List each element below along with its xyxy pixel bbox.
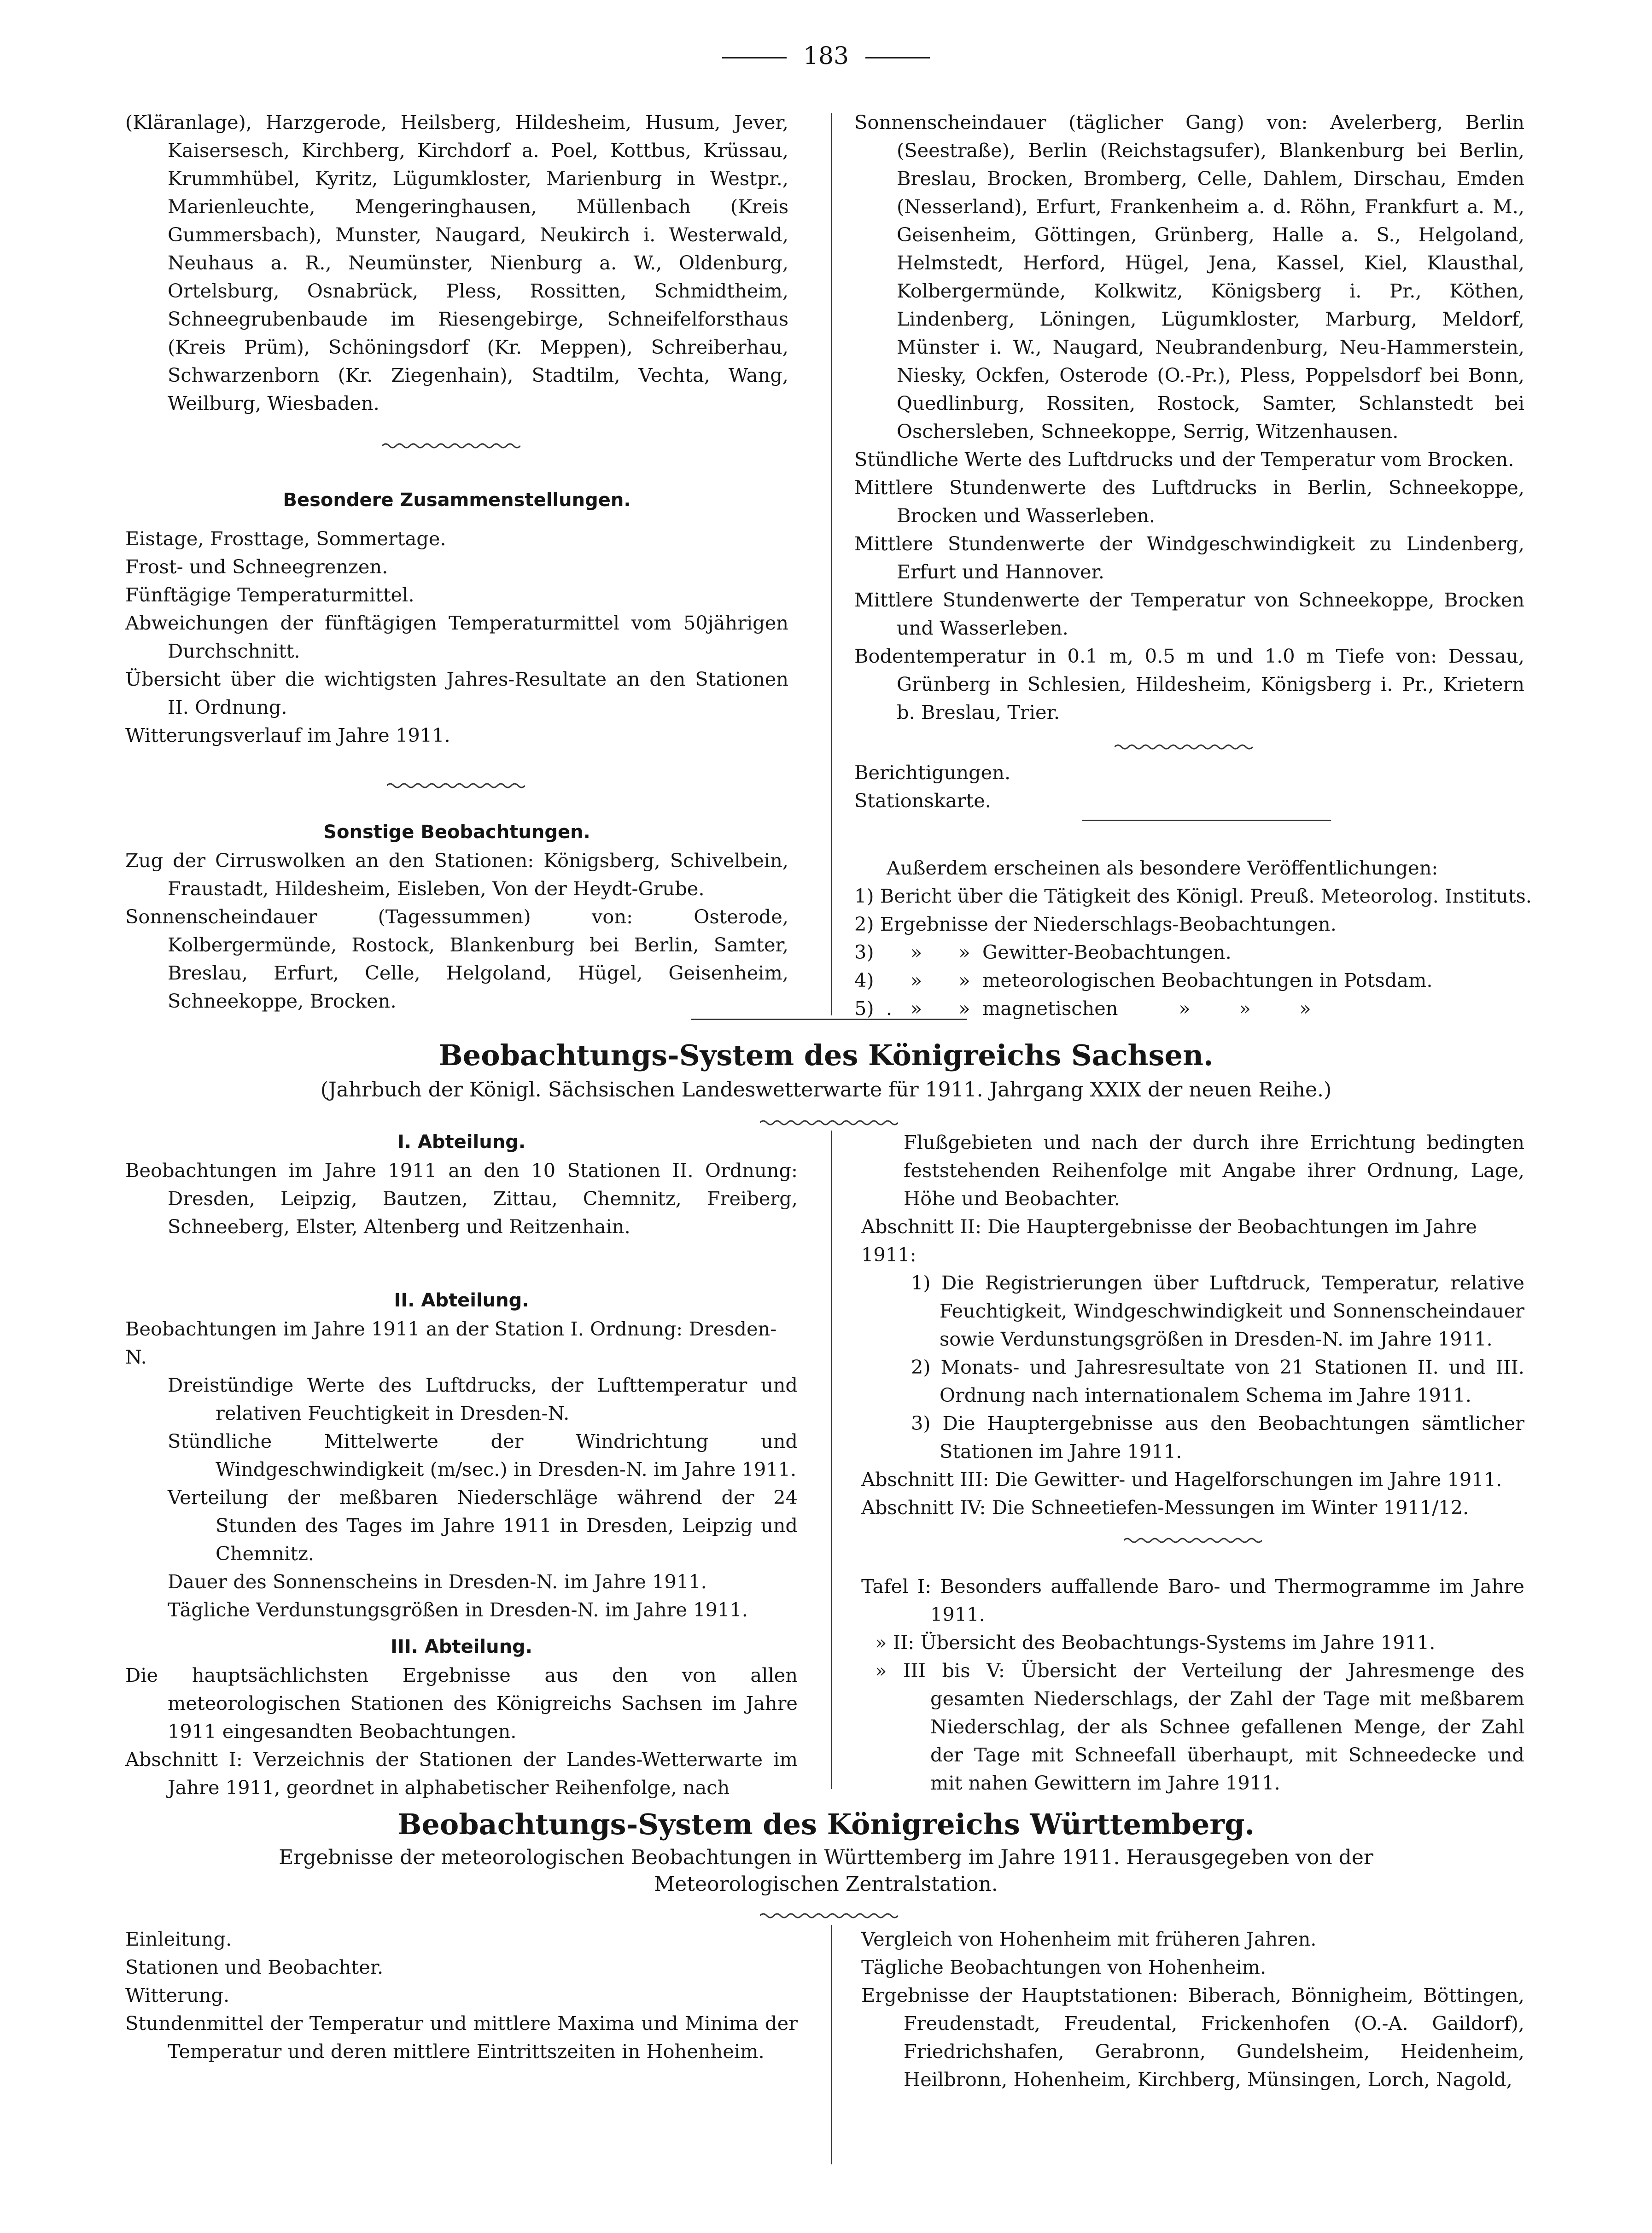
column-divider-sachsen: [831, 1131, 832, 1789]
list-item: Ergebnisse der Hauptstationen: Biberach, Bönnigheim, Böttingen, Freudenstadt, Freudental, Frickenhofen (O.-A. Gaildorf), Friedrichshafen, Gerabronn, Gundelsheim, Heidenheim, Heilbronn, Hohenheim, Kirchberg, Münsingen, Lorch, Nagold,: [861, 1984, 1524, 2091]
paragraph: Die hauptsächlichsten Ergebnisse aus den von allen meteorologischen Stationen des Königreichs Sachsen im Jahre 1911 eingesandten Beobachtungen.: [125, 1664, 798, 1743]
list-item: Sonnenscheindauer (Tagessummen) von: Osterode, Kolbergermünde, Rostock, Blankenburg bei Berlin, Samter, Breslau, Erfurt, Celle, Helgoland, Hügel, Geisenheim, Schneekoppe, Brocken.: [125, 905, 788, 1012]
list-item: Stündliche Mittelwerte der Windrichtung und Windgeschwindigkeit (m/sec.) in Dresden-N. im Jahre 1911.: [168, 1430, 798, 1481]
list-item: Einleitung.: [125, 1928, 232, 1950]
list-item: Stündliche Werte des Luftdrucks und der Temperatur vom Brocken.: [854, 448, 1514, 471]
tafel-item: » III bis V: Übersicht der Verteilung der Jahresmenge des gesamten Niederschlags, der Zahl der Tage mit meßbarem Niederschlag, der als Schnee gefallenen Menge, der Zahl der Tage mit Schneefall überhaupt, mit Schneedecke und mit nahen Gewittern im Jahre 1911.: [875, 1659, 1524, 1794]
page-number: 183: [0, 42, 1652, 70]
places-paragraph: (Kläranlage), Harzgerode, Heilsberg, Hildesheim, Husum, Jever, Kaisersesch, Kirchberg, Kirchdorf a. Poel, Kottbus, Krüssau, Krummhübel, Kyritz, Lügumkloster, Marienburg in Westpr., Marienleuchte, Mengeringhausen, Müllenbach (Kreis Gummersbach), Munster, Naugard, Neukirch i. Westerwald, Neuhaus a. R., Neumünster, Nienburg a. W., Oldenburg, Ortelsburg, Osnabrück, Pless, Rossitten, Schmidtheim, Schneegrubenbaude im Riesengebirge, Schneifelforsthaus (Kreis Prüm), Schöningsdorf (Kr. Meppen), Schreiberhau, Schwarzenborn (Kr. Ziegenhain), Stadtilm, Vechta, Wang, Weilburg, Wiesbaden.: [125, 111, 788, 414]
publication-item: 5) . » » magnetischen » » »: [854, 997, 1311, 1020]
list-item: Fünftägige Temperaturmittel.: [125, 583, 414, 606]
wavy-separator: [1124, 1536, 1262, 1545]
publications-rule: [1082, 820, 1331, 821]
wavy-separator: [760, 1911, 898, 1920]
sachsen-left-column: [125, 1128, 798, 1802]
tafel-item: Tafel I: Besonders auffallende Baro- und Thermogramme im Jahre 1911.: [861, 1575, 1524, 1626]
publication-item: 2) Ergebnisse der Niederschlags-Beobachtungen.: [854, 913, 1337, 935]
wavy-separator: [1115, 742, 1253, 752]
list-item: Sonnenscheindauer (täglicher Gang) von: Avelerberg, Berlin (Seestraße), Berlin (Reichstagsufer), Blankenburg bei Berlin, Breslau, Brocken, Bromberg, Celle, Dahlem, Dirschau, Emden (Nesserland), Erfurt, Frankenheim a. d. Röhn, Frankfurt a. M., Geisenheim, Göttingen, Grünberg, Halle a. S., Helgoland, Helmstedt, Herford, Hügel, Jena, Kassel, Kiel, Klausthal, Kolbergermünde, Kolkwitz, Königsberg i. Pr., Köthen, Lindenberg, Löningen, Lügumkloster, Marburg, Meldorf, Münster i. W., Naugard, Neubrandenburg, Neu-Hammerstein, Niesky, Ockfen, Osterode (O.-Pr.), Pless, Poppelsdorf bei Bonn, Quedlinburg, Rossiten, Rostock, Samter, Schlanstedt bei Oschersleben, Schneekoppe, Serrig, Witzenhausen.: [854, 111, 1524, 443]
wuerttemberg-subtitle-1: Ergebnisse der meteorologischen Beobachtungen in Württemberg im Jahre 1911. Herausgegeben von der: [279, 1846, 1373, 1869]
sachsen-right-column: [861, 1128, 1524, 1797]
list-item: Witterung.: [125, 1984, 230, 2006]
list-item: Tägliche Verdunstungsgrößen in Dresden-N. im Jahre 1911.: [168, 1598, 748, 1621]
top-right-column: [854, 108, 1532, 1022]
sachsen-subtitle: (Jahrbuch der Königl. Sächsischen Landeswetterwarte für 1911. Jahrgang XXIX der neuen Reihe.): [320, 1078, 1332, 1102]
section-heading-besondere: Besondere Zusammenstellungen.: [283, 490, 631, 511]
section-rule: [691, 1019, 967, 1020]
heading-abteilung-2: II. Abteilung.: [394, 1290, 529, 1311]
list-item: Mittlere Stundenwerte der Temperatur von Schneekoppe, Brocken und Wasserleben.: [854, 589, 1524, 639]
list-item: Bodentemperatur in 0.1 m, 0.5 m und 1.0 m Tiefe von: Dessau, Grünberg in Schlesien, Hildesheim, Königsberg i. Pr., Krietern b. Breslau, Trier.: [854, 645, 1524, 723]
paragraph: Beobachtungen im Jahre 1911 an den 10 Stationen II. Ordnung: Dresden, Leipzig, Bautzen, Zittau, Chemnitz, Freiberg, Schneeberg, Elster, Altenberg und Reitzenhain.: [125, 1159, 798, 1238]
list-item: Zug der Cirruswolken an den Stationen: Königsberg, Schivelbein, Fraustadt, Hildesheim, Eisleben, Von der Heydt-Grube.: [125, 849, 788, 900]
publication-item: 1) Bericht über die Tätigkeit des Königl. Preuß. Meteorolog. Instituts.: [854, 885, 1532, 907]
list-item: Berichtigungen.: [854, 761, 1011, 784]
list-item: 1) Die Registrierungen über Luftdruck, Temperatur, relative Feuchtigkeit, Windgeschwindigkeit und Sonnenscheindauer sowie Verdunstungsgrößen in Dresden-N. im Jahre 1911.: [911, 1271, 1524, 1350]
list-item: Dauer des Sonnenscheins in Dresden-N. im Jahre 1911.: [168, 1570, 707, 1593]
publication-item: 3) » » Gewitter-Beobachtungen.: [854, 941, 1232, 963]
list-item: Eistage, Frosttage, Sommertage.: [125, 527, 446, 550]
section-heading-sonstige: Sonstige Beobachtungen.: [323, 822, 590, 843]
tafel-item: » II: Übersicht des Beobachtungs-Systems im Jahre 1911.: [875, 1631, 1436, 1654]
list-item: Frost- und Schneegrenzen.: [125, 555, 388, 578]
wavy-separator: [760, 1118, 898, 1127]
list-item: Mittlere Stundenwerte der Windgeschwindigkeit zu Lindenberg, Erfurt und Hannover.: [854, 532, 1524, 583]
column-divider-wuerttemberg: [831, 1925, 832, 2164]
wuerttemberg-subtitle-2: Meteorologischen Zentralstation.: [654, 1872, 998, 1896]
heading-abteilung-3: III. Abteilung.: [391, 1636, 532, 1657]
list-item: Vergleich von Hohenheim mit früheren Jahren.: [861, 1928, 1317, 1950]
list-item: Verteilung der meßbaren Niederschläge während der 24 Stunden des Tages im Jahre 1911 in Dresden, Leipzig und Chemnitz.: [168, 1486, 798, 1565]
sachsen-title: Beobachtungs-System des Königreichs Sachsen.: [438, 1038, 1214, 1072]
paragraph: Abschnitt II: Die Hauptergebnisse der Beobachtungen im Jahre 1911:: [861, 1215, 1477, 1266]
list-item: Stundenmittel der Temperatur und mittlere Maxima und Minima der Temperatur und deren mittlere Eintrittszeiten in Hohenheim.: [125, 2012, 798, 2063]
publication-item: 4) » » meteorologischen Beobachtungen in Potsdam.: [854, 969, 1433, 991]
list-item: 2) Monats- und Jahresresultate von 21 Stationen II. und III. Ordnung nach internationalem Schema im Jahre 1911.: [911, 1356, 1524, 1406]
list-item: Mittlere Stundenwerte des Luftdrucks in Berlin, Schneekoppe, Brocken und Wasserleben.: [854, 476, 1524, 527]
top-left-column: [125, 108, 788, 1015]
list-item: Witterungsverlauf im Jahre 1911.: [125, 724, 450, 746]
paragraph: Abschnitt IV: Die Schneetiefen-Messungen im Winter 1911/12.: [861, 1496, 1469, 1519]
publications-intro: Außerdem erscheinen als besondere Veröffentlichungen:: [887, 857, 1438, 879]
paragraph: Abschnitt I: Verzeichnis der Stationen der Landes-Wetterwarte im Jahre 1911, geordnet in alphabetischer Reihenfolge, nach: [125, 1748, 798, 1799]
list-item: Dreistündige Werte des Luftdrucks, der Lufttemperatur und relativen Feuchtigkeit in Dresden-N.: [168, 1374, 798, 1424]
wuerttemberg-title: Beobachtungs-System des Königreichs Württemberg.: [397, 1807, 1255, 1841]
column-divider-top: [831, 113, 832, 1015]
list-item: Tägliche Beobachtungen von Hohenheim.: [861, 1956, 1267, 1978]
list-item: Abweichungen der fünftägigen Temperaturmittel vom 50jährigen Durchschnitt.: [125, 612, 788, 662]
list-item: Übersicht über die wichtigsten Jahres-Resultate an den Stationen II. Ordnung.: [125, 668, 788, 718]
list-item: Stationskarte.: [854, 789, 991, 812]
wavy-separator: [387, 781, 525, 790]
paragraph: Beobachtungen im Jahre 1911 an der Station I. Ordnung: Dresden-N.: [125, 1318, 777, 1368]
heading-abteilung-1: I. Abteilung.: [397, 1131, 526, 1153]
wuerttemberg-right-column: [861, 1925, 1524, 2093]
list-item: 3) Die Hauptergebnisse aus den Beobachtungen sämtlicher Stationen im Jahre 1911.: [911, 1412, 1524, 1463]
list-item: Stationen und Beobachter.: [125, 1956, 384, 1978]
paragraph: Flußgebieten und nach der durch ihre Errichtung bedingten feststehenden Reihenfolge mit Angabe ihrer Ordnung, Lage, Höhe und Beobachter.: [904, 1131, 1524, 1210]
paragraph: Abschnitt III: Die Gewitter- und Hagelforschungen im Jahre 1911.: [861, 1468, 1502, 1491]
wavy-separator: [382, 441, 520, 450]
wuerttemberg-left-column: [125, 1925, 798, 2065]
